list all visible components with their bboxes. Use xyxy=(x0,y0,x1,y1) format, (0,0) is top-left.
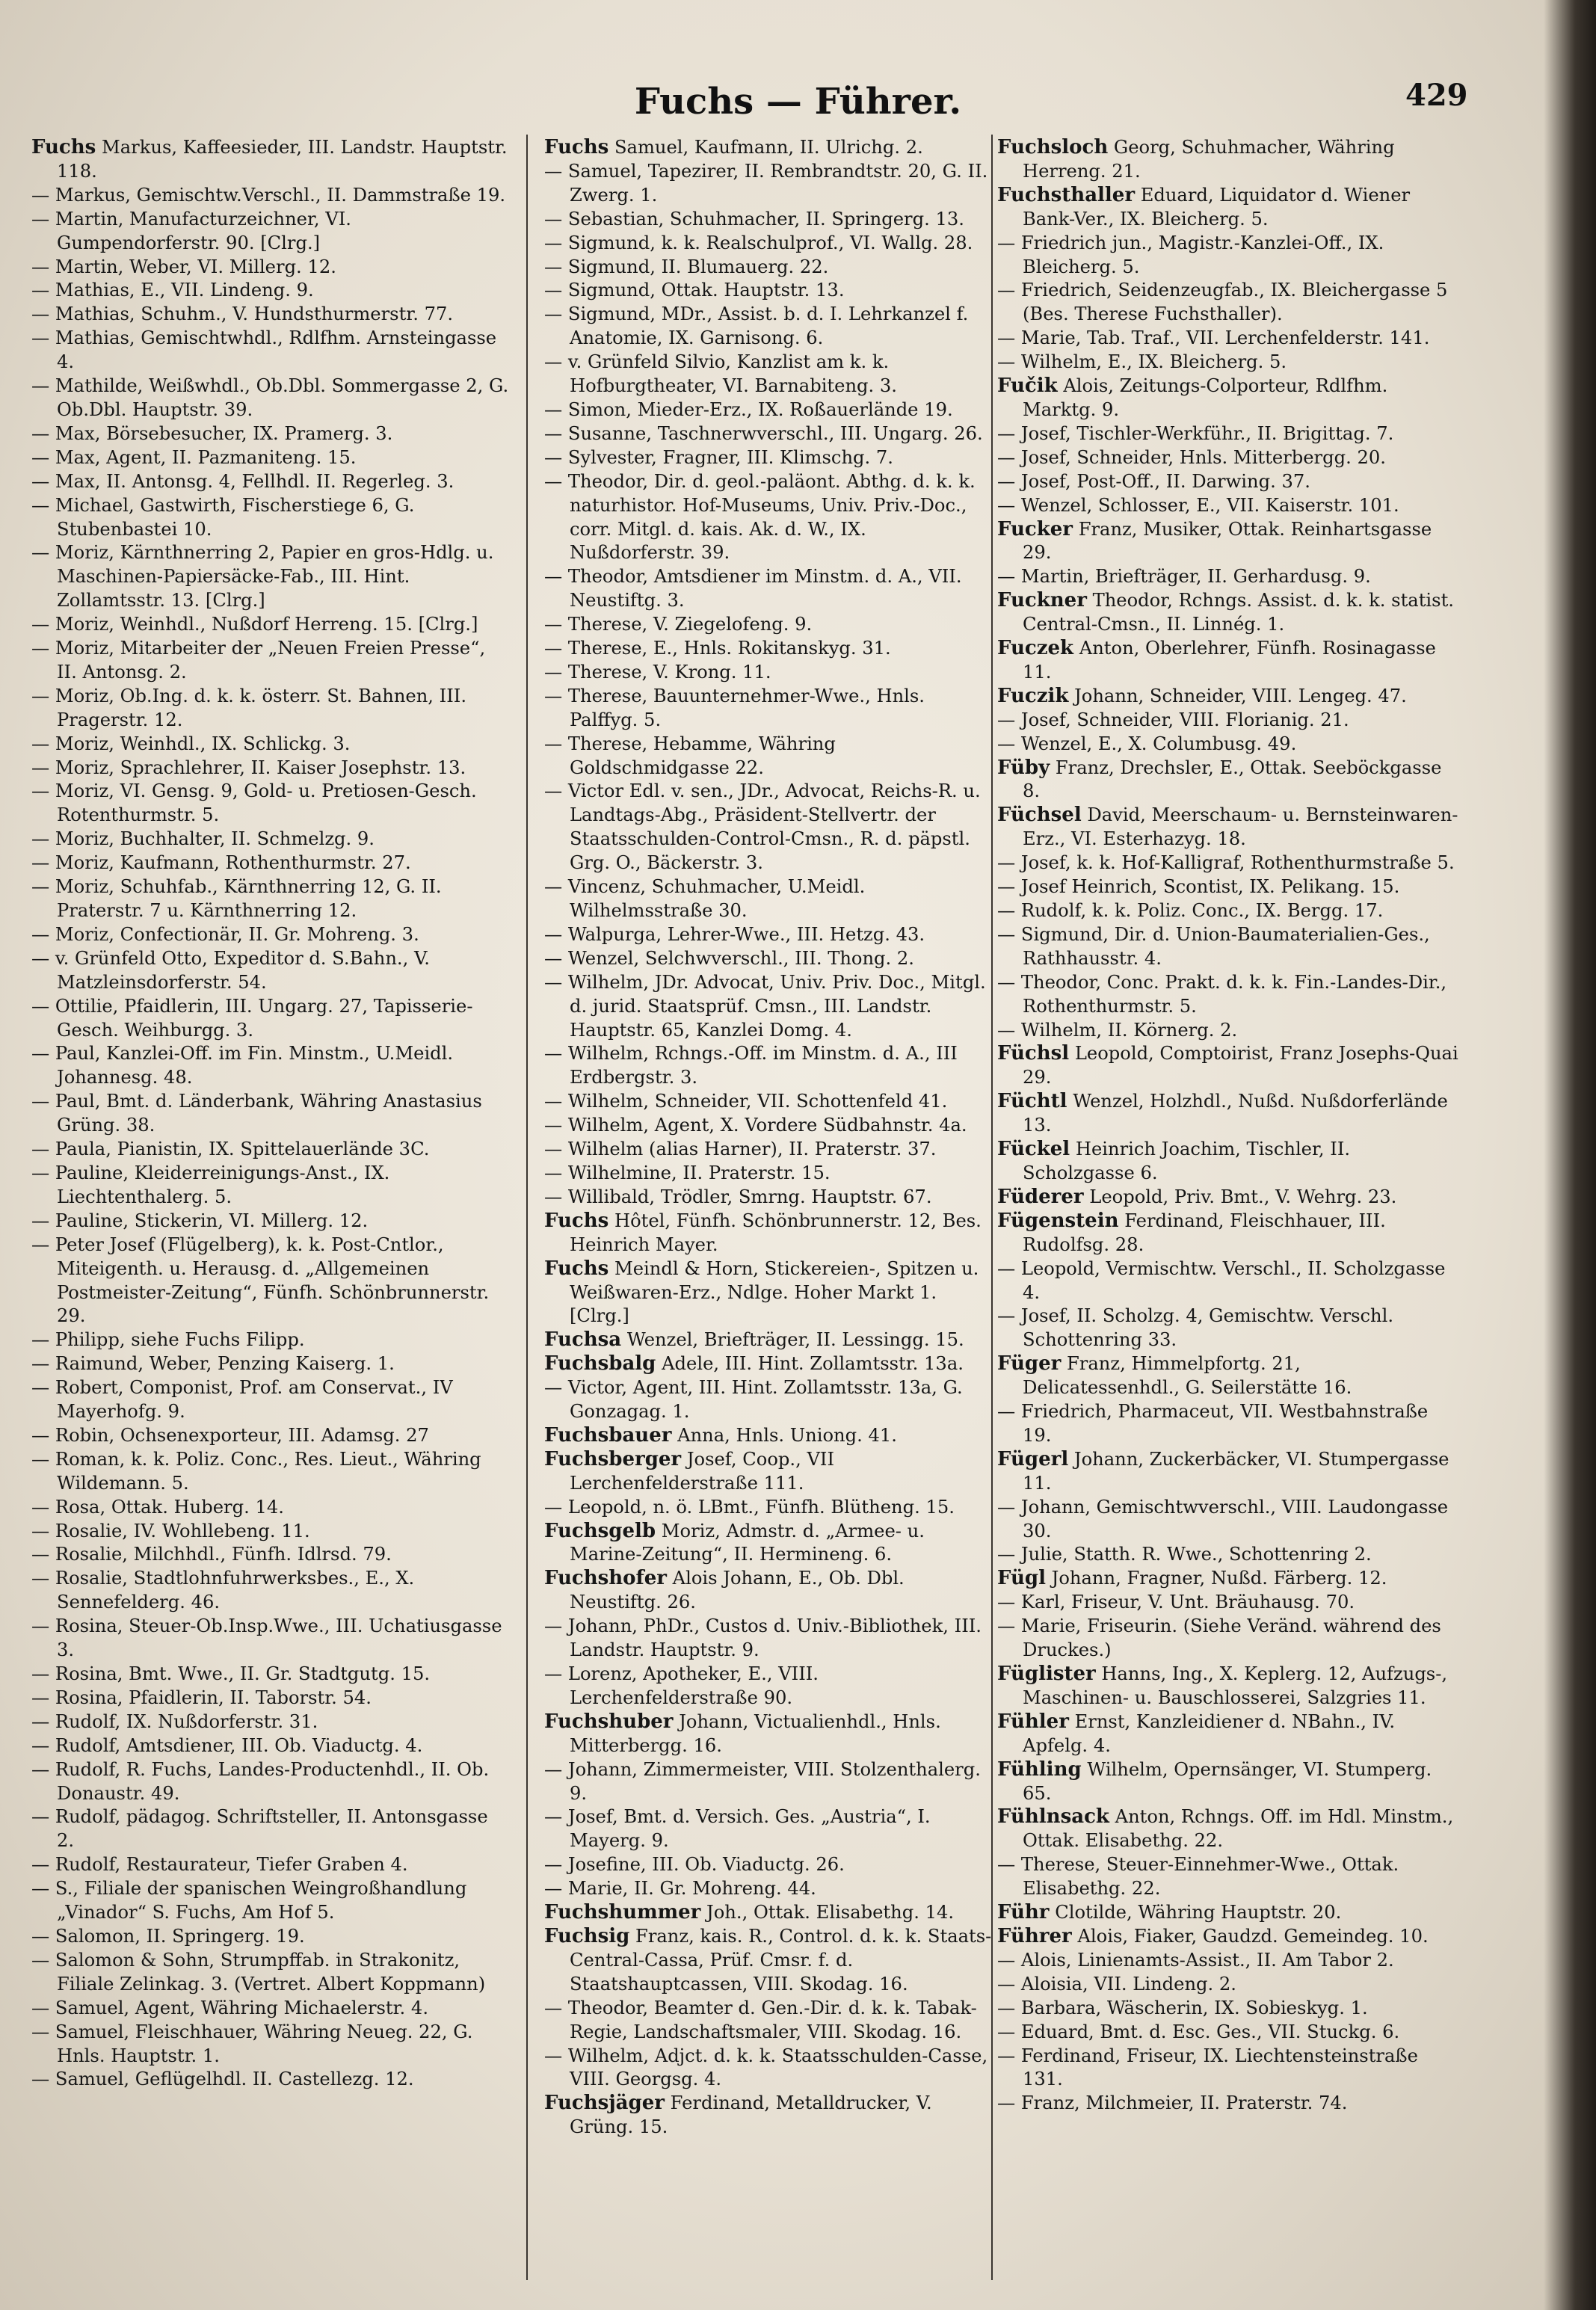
directory-entry: — Rudolf, pädagog. Schriftsteller, II. Antonsgasse 2. xyxy=(31,1806,488,1852)
directory-entry: Fuchshummer Joh., Ottak. Elisabethg. 14. xyxy=(544,1901,955,1924)
directory-entry: — Therese, Hebamme, Währing Goldschmidgasse 22. xyxy=(544,733,836,778)
directory-entry: — Pauline, Stickerin, VI. Millerg. 12. xyxy=(31,1210,369,1231)
directory-entry: — Josef, Bmt. d. Versich. Ges. „Austria“, I. Mayerg. 9. xyxy=(544,1806,931,1852)
directory-entry: — Johann, PhDr., Custos d. Univ.-Bibliothek, III. Landstr. Hauptstr. 9. xyxy=(544,1616,982,1661)
directory-entry: Fühlnsack Anton, Rchngs. Off. im Hdl. Minstm., Ottak. Elisabethg. 22. xyxy=(997,1805,1454,1852)
directory-entry: — v. Grünfeld Silvio, Kanzlist am k. k. Hofburgtheater, VI. Barnabiteng. 3. xyxy=(544,351,897,397)
directory-column-1 xyxy=(31,136,510,2297)
directory-entry: — Wilhelm, II. Körnerg. 2. xyxy=(997,1019,1238,1041)
directory-entry: — Wenzel, Schlosser, E., VII. Kaiserstr. 101. xyxy=(997,494,1399,516)
directory-entry: — Pauline, Kleiderreinigungs-Anst., IX. Liechtenthalerg. 5. xyxy=(31,1162,390,1207)
directory-entry: — Mathilde, Weißwhdl., Ob.Dbl. Sommergasse 2, G. Ob.Dbl. Hauptstr. 39. xyxy=(31,375,509,420)
directory-entry: — Moriz, Weinhdl., Nußdorf Herreng. 15. [Clrg.] xyxy=(31,614,478,635)
directory-entry: — Rosalie, Stadtlohnfuhrwerksbes., E., X. Sennefelderg. 46. xyxy=(31,1568,415,1613)
directory-entry: — Susanne, Taschnerwverschl., III. Ungarg. 26. xyxy=(544,422,983,444)
directory-entry: — Martin, Manufacturzeichner, VI. Gumpendorferstr. 90. [Clrg.] xyxy=(31,208,351,253)
directory-entry: Fucker Franz, Musiker, Ottak. Reinhartsgasse 29. xyxy=(997,517,1432,564)
directory-entry: — Josef, Schneider, Hnls. Mitterbergg. 20. xyxy=(997,446,1386,468)
directory-entry: Fuchs Meindl & Horn, Stickereien-, Spitzen u. Weißwaren-Erz., Ndlge. Hoher Markt 1. [Clrg.] xyxy=(544,1257,979,1327)
directory-entry: Füderer Leopold, Priv. Bmt., V. Wehrg. 23. xyxy=(997,1185,1397,1208)
directory-entry: — Mathias, E., VII. Lindeng. 9. xyxy=(31,280,314,301)
directory-entry: Fuczik Johann, Schneider, VIII. Lengeg. 47. xyxy=(997,684,1407,707)
directory-entry: — Paula, Pianistin, IX. Spittelauerlände 3C. xyxy=(31,1139,430,1160)
directory-entry: — Samuel, Fleischhauer, Währing Neueg. 22, G. Hnls. Hauptstr. 1. xyxy=(31,2021,473,2066)
directory-entry: Führer Alois, Fiaker, Gaudzd. Gemeindeg. 10. xyxy=(997,1924,1429,1947)
directory-entry: — S., Filiale der spanischen Weingroßhandlung „Vinador“ S. Fuchs, Am Hof 5. xyxy=(31,1878,467,1924)
directory-entry: — v. Grünfeld Otto, Expeditor d. S.Bahn., V. Matzleinsdorferstr. 54. xyxy=(31,947,430,993)
directory-entry: — Josef, II. Scholzg. 4, Gemischtw. Verschl. Schottenring 33. xyxy=(997,1305,1394,1351)
directory-entry: — Julie, Statth. R. Wwe., Schottenring 2. xyxy=(997,1544,1372,1565)
directory-entry: — Vincenz, Schuhmacher, U.Meidl. Wilhelmsstraße 30. xyxy=(544,876,866,921)
directory-entry: — Rosalie, IV. Wohllebeng. 11. xyxy=(31,1520,310,1541)
directory-entry: — Max, Agent, II. Pazmaniteng. 15. xyxy=(31,446,357,468)
directory-entry: — Friedrich, Pharmaceut, VII. Westbahnstraße 19. xyxy=(997,1401,1429,1446)
directory-entry: — Willibald, Trödler, Smrng. Hauptstr. 67. xyxy=(544,1186,932,1207)
directory-entry: — Wilhelm, E., IX. Bleicherg. 5. xyxy=(997,351,1287,373)
directory-entry: — Sigmund, II. Blumauerg. 22. xyxy=(544,256,829,277)
directory-entry: — Leopold, Vermischtw. Verschl., II. Scholzgasse 4. xyxy=(997,1257,1446,1303)
page-edge-shadow xyxy=(1544,0,1596,2310)
directory-entry: — Max, II. Antonsg. 4, Fellhdl. II. Regerleg. 3. xyxy=(31,470,455,492)
page-title: Fuchs — Führer. xyxy=(634,81,962,123)
directory-entry: — Sebastian, Schuhmacher, II. Springerg. 13. xyxy=(544,208,964,230)
directory-entry: — Salomon & Sohn, Strumpffab. in Strakonitz, Filiale Zelinkag. 3. (Vertret. Albert Koppmann) xyxy=(31,1949,486,1995)
directory-entry: — Wenzel, Selchwverschl., III. Thong. 2. xyxy=(544,947,914,969)
directory-entry: — Lorenz, Apotheker, E., VIII. Lerchenfelderstraße 90. xyxy=(544,1663,819,1708)
directory-entry: — Moriz, Mitarbeiter der „Neuen Freien Presse“, II. Antonsg. 2. xyxy=(31,638,486,683)
directory-entry: — Sigmund, k. k. Realschulprof., VI. Wallg. 28. xyxy=(544,232,973,253)
directory-entry: — Sigmund, Dir. d. Union-Baumaterialien-Ges., Rathhausstr. 4. xyxy=(997,923,1430,969)
directory-entry: — Martin, Briefträger, II. Gerhardusg. 9. xyxy=(997,566,1371,588)
directory-entry: — Marie, Tab. Traf., VII. Lerchenfelderstr. 141. xyxy=(997,327,1430,349)
directory-entry: — Therese, V. Krong. 11. xyxy=(544,661,771,683)
directory-entry: — Moriz, Buchhalter, II. Schmelzg. 9. xyxy=(31,828,375,850)
directory-entry: — Friedrich, Seidenzeugfab., IX. Bleichergasse 5 (Bes. Therese Fuchsthaller). xyxy=(997,280,1448,325)
directory-entry: — Moriz, Weinhdl., IX. Schlickg. 3. xyxy=(31,733,351,754)
directory-entry: — Paul, Kanzlei-Off. im Fin. Minstm., U.Meidl. Johannesg. 48. xyxy=(31,1043,454,1088)
directory-entry: — Theodor, Amtsdiener im Minstm. d. A., VII. Neustiftg. 3. xyxy=(544,566,962,612)
directory-entry: — Sylvester, Fragner, III. Klimschg. 7. xyxy=(544,446,893,468)
directory-entry: Fuchsjäger Ferdinand, Metalldrucker, V. Grüng. 15. xyxy=(544,2092,932,2138)
directory-entry: — Sigmund, Ottak. Hauptstr. 13. xyxy=(544,280,845,301)
directory-entry: — Alois, Linienamts-Assist., II. Am Tabor 2. xyxy=(997,1949,1394,1971)
directory-column-3 xyxy=(997,136,1461,2297)
directory-entry: Fügenstein Ferdinand, Fleischhauer, III. Rudolfsg. 28. xyxy=(997,1209,1386,1255)
directory-entry: — Paul, Bmt. d. Länderbank, Währing Anastasius Grüng. 38. xyxy=(31,1091,482,1136)
directory-entry: — Moriz, Ob.Ing. d. k. k. österr. St. Bahnen, III. Pragerstr. 12. xyxy=(31,685,467,730)
directory-entry: — Robert, Componist, Prof. am Conservat., IV Mayerhofg. 9. xyxy=(31,1377,453,1423)
directory-entry: — Peter Josef (Flügelberg), k. k. Post-Cntlor., Miteigenth. u. Herausg. d. „Allgemeinen Postmeister-Zeitung“, Fünfh. Schönbrunnerstr. 29. xyxy=(31,1233,490,1327)
directory-entry: — Rosa, Ottak. Huberg. 14. xyxy=(31,1496,284,1518)
directory-entry: — Simon, Mieder-Erz., IX. Roßauerlände 19. xyxy=(544,398,953,420)
directory-entry: — Moriz, Kaufmann, Rothenthurmstr. 27. xyxy=(31,852,411,874)
directory-entry: — Samuel, Tapezirer, II. Rembrandtstr. 20, G. II. Zwerg. 1. xyxy=(544,160,988,206)
directory-entry: — Victor, Agent, III. Hint. Zollamtsstr. 13a, G. Gonzagag. 1. xyxy=(544,1377,963,1423)
directory-entry: — Markus, Gemischtw.Verschl., II. Dammstraße 19. xyxy=(31,184,506,206)
directory-entry: — Karl, Friseur, V. Unt. Bräuhausg. 70. xyxy=(997,1592,1355,1613)
directory-entry: — Martin, Weber, VI. Millerg. 12. xyxy=(31,256,336,277)
directory-entry: — Mathias, Schuhm., V. Hundsthurmerstr. 77. xyxy=(31,304,454,325)
directory-entry: — Leopold, n. ö. LBmt., Fünfh. Blütheng. 15. xyxy=(544,1496,955,1518)
directory-entry: — Aloisia, VII. Lindeng. 2. xyxy=(997,1973,1236,1995)
directory-entry: Fuchshofer Alois Johann, E., Ob. Dbl. Neustiftg. 26. xyxy=(544,1567,905,1613)
directory-entry: — Rosina, Bmt. Wwe., II. Gr. Stadtgutg. 15. xyxy=(31,1663,431,1684)
directory-entry: Führ Clotilde, Währing Hauptstr. 20. xyxy=(997,1901,1342,1924)
directory-entry: — Salomon, II. Springerg. 19. xyxy=(31,1925,305,1947)
directory-entry: Fuchshuber Johann, Victualienhdl., Hnls. Mitterbergg. 16. xyxy=(544,1710,941,1756)
directory-entry: — Eduard, Bmt. d. Esc. Ges., VII. Stuckg. 6. xyxy=(997,2021,1400,2042)
directory-entry: — Rudolf, R. Fuchs, Landes-Productenhdl., II. Ob. Donaustr. 49. xyxy=(31,1758,490,1804)
directory-entry: — Moriz, Sprachlehrer, II. Kaiser Josephstr. 13. xyxy=(31,757,466,778)
directory-entry: Fuchsbalg Adele, III. Hint. Zollamtsstr. 13a. xyxy=(544,1352,964,1376)
directory-entry: Fügerl Johann, Zuckerbäcker, VI. Stumpergasse 11. xyxy=(997,1447,1449,1494)
directory-entry: — Walpurga, Lehrer-Wwe., III. Hetzg. 43. xyxy=(544,923,925,945)
directory-entry: — Victor Edl. v. sen., JDr., Advocat, Reichs-R. u. Landtags-Abg., Präsident-Stellvertr. der Staatsschulden-Control-Cmsn., R. d. päpstl. Grg. O., Bäckerstr. 3. xyxy=(544,780,981,874)
directory-entry: Fuchsa Wenzel, Briefträger, II. Lessingg. 15. xyxy=(544,1328,964,1352)
directory-entry: Fuchsloch Georg, Schuhmacher, Währing Herreng. 21. xyxy=(997,136,1395,182)
directory-entry: — Franz, Milchmeier, II. Praterstr. 74. xyxy=(997,2092,1348,2114)
directory-entry: Fuchsberger Josef, Coop., VII Lerchenfelderstraße 111. xyxy=(544,1447,835,1494)
directory-entry: — Mathias, Gemischtwhdl., Rdlfhm. Arnsteingasse 4. xyxy=(31,327,497,373)
directory-entry: Fügl Johann, Fragner, Nußd. Färberg. 12. xyxy=(997,1567,1387,1590)
directory-entry: Füglister Hanns, Ing., X. Keplerg. 12, Aufzugs-, Maschinen- u. Bauschlosserei, Salzgries 11. xyxy=(997,1663,1448,1708)
directory-entry: — Moriz, VI. Gensg. 9, Gold- u. Pretiosen-Gesch. Rotenthurmstr. 5. xyxy=(31,780,477,826)
directory-entry: Füchsl Leopold, Comptoirist, Franz Josephs-Quai 29. xyxy=(997,1042,1458,1088)
directory-entry: — Therese, Steuer-Einnehmer-Wwe., Ottak. Elisabethg. 22. xyxy=(997,1854,1399,1900)
directory-entry: Fuchs Samuel, Kaufmann, II. Ulrichg. 2. xyxy=(544,136,923,158)
directory-entry: — Sigmund, MDr., Assist. b. d. I. Lehrkanzel f. Anatomie, IX. Garnisong. 6. xyxy=(544,304,969,349)
directory-entry: — Wilhelm, Agent, X. Vordere Südbahnstr. 4a. xyxy=(544,1115,967,1136)
directory-entry: — Ferdinand, Friseur, IX. Liechtensteinstraße 131. xyxy=(997,2045,1418,2090)
directory-entry: — Theodor, Beamter d. Gen.-Dir. d. k. k. Tabak-Regie, Landschaftsmaler, VIII. Skodag. 16. xyxy=(544,1997,977,2042)
directory-entry: — Johann, Zimmermeister, VIII. Stolzenthalerg. 9. xyxy=(544,1758,981,1804)
directory-entry: Fuchs Markus, Kaffeesieder, III. Landstr. Hauptstr. 118. xyxy=(31,136,508,182)
directory-entry: — Marie, Friseurin. (Siehe Veränd. während des Druckes.) xyxy=(997,1616,1441,1661)
directory-entry: — Moriz, Confectionär, II. Gr. Mohreng. 3. xyxy=(31,923,419,945)
directory-entry: — Samuel, Geflügelhdl. II. Castellezg. 12. xyxy=(31,2069,414,2090)
directory-entry: — Michael, Gastwirth, Fischerstiege 6, G. Stubenbastei 10. xyxy=(31,494,415,540)
directory-entry: — Moriz, Schuhfab., Kärnthnerring 12, G. II. Praterstr. 7 u. Kärnthnerring 12. xyxy=(31,876,442,921)
directory-entry: — Rosalie, Milchhdl., Fünfh. Idlrsd. 79. xyxy=(31,1544,392,1565)
directory-entry: — Samuel, Agent, Währing Michaelerstr. 4. xyxy=(31,1997,429,2018)
directory-entry: — Philipp, siehe Fuchs Filipp. xyxy=(31,1329,305,1351)
directory-entry: — Rudolf, Amtsdiener, III. Ob. Viaductg. 4. xyxy=(31,1734,423,1756)
directory-entry: — Moriz, Kärnthnerring 2, Papier en gros-Hdlg. u. Maschinen-Papiersäcke-Fab., III. Hint. Zollamtsstr. 13. [Clrg.] xyxy=(31,542,494,612)
directory-entry: — Rosina, Pfaidlerin, II. Taborstr. 54. xyxy=(31,1687,372,1708)
directory-entry: Füby Franz, Drechsler, E., Ottak. Seeböckgasse 8. xyxy=(997,756,1442,802)
directory-entry: — Wilhelm, Schneider, VII. Schottenfeld 41. xyxy=(544,1091,948,1112)
directory-entry: — Robin, Ochsenexporteur, III. Adamsg. 27 xyxy=(31,1424,429,1446)
directory-entry: — Therese, Bauunternehmer-Wwe., Hnls. Palffyg. 5. xyxy=(544,685,925,730)
directory-entry: — Wilhelm (alias Harner), II. Praterstr. 37. xyxy=(544,1139,937,1160)
directory-entry: Fučik Alois, Zeitungs-Colporteur, Rdlfhm. Marktg. 9. xyxy=(997,375,1388,420)
directory-entry: Füchtl Wenzel, Holzhdl., Nußd. Nußdorferlände 13. xyxy=(997,1090,1448,1136)
directory-entry: — Wilhelm, Adjct. d. k. k. Staatsschulden-Casse, VIII. Georgsg. 4. xyxy=(544,2045,988,2090)
directory-entry: Fuchs Hôtel, Fünfh. Schönbrunnerstr. 12, Bes. Heinrich Mayer. xyxy=(544,1209,982,1255)
directory-entry: Fückel Heinrich Joachim, Tischler, II. Scholzgasse 6. xyxy=(997,1138,1351,1183)
directory-entry: Fuczek Anton, Oberlehrer, Fünfh. Rosinagasse 11. xyxy=(997,637,1436,683)
directory-entry: Füchsel David, Meerschaum- u. Bernsteinwaren-Erz., VI. Esterhazyg. 18. xyxy=(997,804,1458,850)
directory-entry: Fühler Ernst, Kanzleidiener d. NBahn., IV. Apfelg. 4. xyxy=(997,1710,1396,1756)
directory-entry: — Rudolf, IX. Nußdorferstr. 31. xyxy=(31,1710,318,1732)
directory-entry: — Wenzel, E., X. Columbusg. 49. xyxy=(997,733,1297,754)
directory-entry: — Wilhelmine, II. Praterstr. 15. xyxy=(544,1162,831,1183)
directory-entry: Fuckner Theodor, Rchngs. Assist. d. k. k. statist. Central-Cmsn., II. Linnég. 1. xyxy=(997,589,1454,635)
directory-entry: — Josef, k. k. Hof-Kalligraf, Rothenthurmstraße 5. xyxy=(997,852,1455,874)
directory-entry: — Therese, E., Hnls. Rokitanskyg. 31. xyxy=(544,638,891,659)
directory-entry: Füger Franz, Himmelpfortg. 21, Delicatessenhdl., G. Seilerstätte 16. xyxy=(997,1352,1352,1399)
directory-entry: — Barbara, Wäscherin, IX. Sobieskyg. 1. xyxy=(997,1997,1368,2018)
page-number: 429 xyxy=(1405,78,1468,113)
directory-entry: — Rudolf, Restaurateur, Tiefer Graben 4. xyxy=(31,1854,408,1876)
directory-entry: — Max, Börsebesucher, IX. Pramerg. 3. xyxy=(31,422,393,444)
directory-entry: — Josef, Tischler-Werkführ., II. Brigittag. 7. xyxy=(997,422,1394,444)
directory-entry: Fühling Wilhelm, Opernsänger, VI. Stumperg. 65. xyxy=(997,1758,1432,1804)
directory-entry: — Josefine, III. Ob. Viaductg. 26. xyxy=(544,1854,845,1876)
directory-entry: — Roman, k. k. Poliz. Conc., Res. Lieut., Währing Wildemann. 5. xyxy=(31,1448,481,1494)
directory-entry: Fuchsgelb Moriz, Admstr. d. „Armee- u. Marine-Zeitung“, II. Hermineng. 6. xyxy=(544,1519,925,1565)
directory-entry: — Rudolf, k. k. Poliz. Conc., IX. Bergg. 17. xyxy=(997,900,1384,921)
directory-entry: — Wilhelm, JDr. Advocat, Univ. Priv. Doc., Mitgl. d. jurid. Staatsprüf. Cmsn., III. Landstr. Hauptstr. 65, Kanzlei Domg. 4. xyxy=(544,971,986,1041)
directory-entry: — Josef, Schneider, VIII. Florianig. 21. xyxy=(997,709,1349,730)
directory-entry: — Johann, Gemischtwverschl., VIII. Laudongasse 30. xyxy=(997,1496,1449,1541)
directory-entry: — Wilhelm, Rchngs.-Off. im Minstm. d. A., III Erdbergstr. 3. xyxy=(544,1043,958,1088)
directory-entry: — Theodor, Dir. d. geol.-paläont. Abthg. d. k. k. naturhistor. Hof-Museums, Univ. Priv.-Doc., corr. Mitgl. d. kais. Ak. d. W., IX. Nußdorferstr. 39. xyxy=(544,470,976,564)
directory-entry: — Ottilie, Pfaidlerin, III. Ungarg. 27, Tapisserie-Gesch. Weihburgg. 3. xyxy=(31,995,473,1041)
directory-entry: — Josef Heinrich, Scontist, IX. Pelikang. 15. xyxy=(997,876,1400,898)
directory-entry: Fuchsig Franz, kais. R., Control. d. k. k. Staats-Central-Cassa, Prüf. Cmsr. f. d. Staatshauptcassen, VIII. Skodag. 16. xyxy=(544,1924,992,1995)
directory-column-2 xyxy=(544,136,993,2297)
directory-entry: — Josef, Post-Off., II. Darwing. 37. xyxy=(997,470,1310,492)
column-divider xyxy=(526,135,528,2280)
directory-entry: — Rosina, Steuer-Ob.Insp.Wwe., III. Uchatiusgasse 3. xyxy=(31,1616,502,1661)
directory-entry: — Raimund, Weber, Penzing Kaiserg. 1. xyxy=(31,1353,395,1375)
directory-entry: — Marie, II. Gr. Mohreng. 44. xyxy=(544,1878,816,1900)
directory-entry: — Therese, V. Ziegelofeng. 9. xyxy=(544,614,813,635)
directory-entry: — Theodor, Conc. Prakt. d. k. k. Fin.-Landes-Dir., Rothenthurmstr. 5. xyxy=(997,971,1447,1017)
directory-entry: Fuchsthaller Eduard, Liquidator d. Wiener Bank-Ver., IX. Bleicherg. 5. xyxy=(997,183,1411,230)
directory-entry: — Friedrich jun., Magistr.-Kanzlei-Off., IX. Bleicherg. 5. xyxy=(997,232,1384,277)
directory-entry: Fuchsbauer Anna, Hnls. Uniong. 41. xyxy=(544,1423,897,1447)
